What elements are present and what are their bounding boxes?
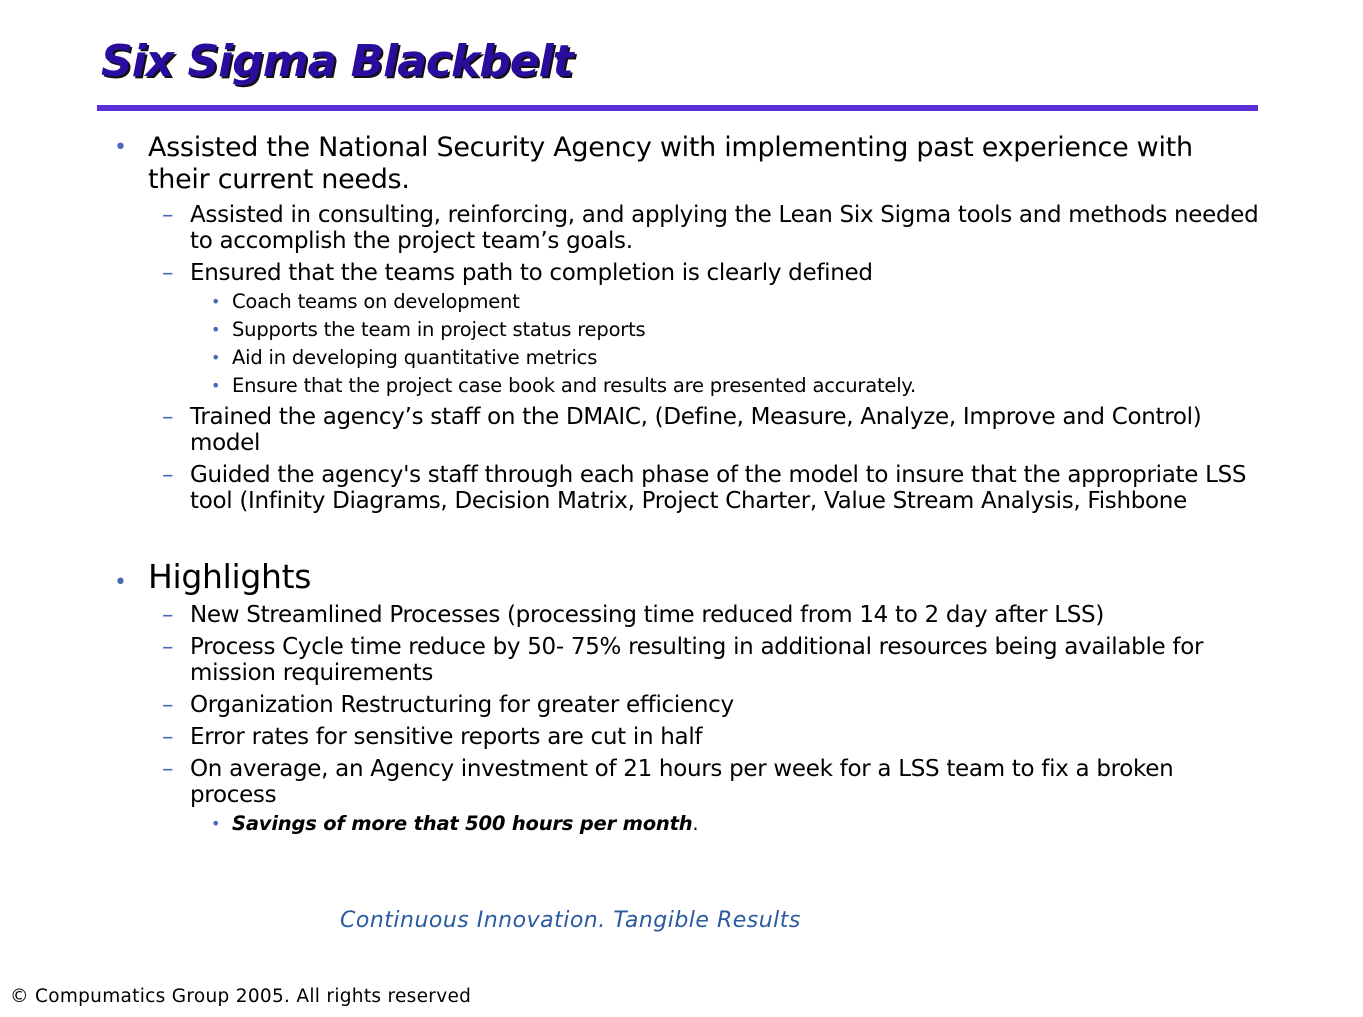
- sub-subitem-text: Coach teams on development: [232, 290, 520, 313]
- subitem-text: Process Cycle time reduce by 50- 75% resulting in additional resources being available for mission requirements: [190, 634, 1204, 686]
- subitem-text: Guided the agency's staff through each phase of the model to insure that the appropriate LSS tool (Infinity Diagrams, Decision Matrix, Project Charter, Value Stream Analysis, Fishbone: [190, 462, 1247, 514]
- subitem-text: Organization Restructuring for greater efficiency: [190, 692, 734, 718]
- sub-subitem: [110, 346, 1260, 370]
- subitem-text: On average, an Agency investment of 21 hours per week for a LSS team to fix a broken process: [190, 756, 1174, 808]
- savings-suffix: .: [692, 812, 699, 835]
- copyright-notice: © Compumatics Group 2005. All rights reserved: [10, 986, 472, 1007]
- subitem-text: Assisted in consulting, reinforcing, and applying the Lean Six Sigma tools and methods needed to accomplish the project team’s goals.: [190, 202, 1259, 254]
- bullet-dot-icon: •: [114, 570, 127, 595]
- subitem: [110, 404, 1260, 456]
- sub-subitem-text: Aid in developing quantitative metrics: [232, 346, 598, 369]
- sub-subitem: [110, 290, 1260, 314]
- bullet-dot-icon: •: [114, 135, 127, 160]
- dash-icon: –: [162, 404, 174, 430]
- dash-icon: –: [162, 602, 174, 628]
- bullet-text: Assisted the National Security Agency with implementing past experience with their current needs.: [148, 132, 1193, 195]
- subitem: [110, 724, 1260, 750]
- dash-icon: –: [162, 462, 174, 488]
- dash-icon: –: [162, 634, 174, 660]
- subitem-text: New Streamlined Processes (processing time reduced from 14 to 2 day after LSS): [190, 602, 1104, 628]
- subitem-text: Ensured that the teams path to completion is clearly defined: [190, 260, 873, 286]
- tagline: Continuous Innovation. Tangible Results: [340, 908, 801, 933]
- subitem: [110, 202, 1260, 254]
- subitem: [110, 692, 1260, 718]
- bullet-dot-icon: •: [211, 814, 221, 833]
- bullet-highlights: [110, 558, 1260, 596]
- dash-icon: –: [162, 260, 174, 286]
- subitem: [110, 260, 1260, 286]
- dash-icon: –: [162, 724, 174, 750]
- sub-subitem: [110, 374, 1260, 398]
- subitem: [110, 602, 1260, 628]
- bullet-dot-icon: •: [211, 348, 221, 367]
- sub-subitem: [110, 318, 1260, 342]
- sub-subitem-text: Ensure that the project case book and results are presented accurately.: [232, 374, 916, 397]
- bullet-nsa: [110, 132, 1260, 196]
- sub-subitem-savings: [110, 812, 1260, 836]
- dash-icon: –: [162, 756, 174, 782]
- savings-text: Savings of more that 500 hours per month: [232, 812, 693, 835]
- bullet-dot-icon: •: [211, 320, 221, 339]
- bullet-dot-icon: •: [211, 376, 221, 395]
- slide-title: Six Sigma Blackbelt: [101, 36, 573, 87]
- bullet-dot-icon: •: [211, 292, 221, 311]
- bullet-text: Highlights: [148, 557, 312, 596]
- subitem: [110, 462, 1260, 514]
- subitem-text: Error rates for sensitive reports are cut in half: [190, 724, 703, 750]
- subitem: [110, 634, 1260, 686]
- subitem-text: Trained the agency’s staff on the DMAIC, (Define, Measure, Analyze, Improve and Control) model: [190, 404, 1202, 456]
- title-underline: [97, 105, 1258, 111]
- dash-icon: –: [162, 692, 174, 718]
- slide-body: [110, 132, 1260, 836]
- subitem: [110, 756, 1260, 808]
- sub-subitem-text: Supports the team in project status reports: [232, 318, 646, 341]
- dash-icon: –: [162, 202, 174, 228]
